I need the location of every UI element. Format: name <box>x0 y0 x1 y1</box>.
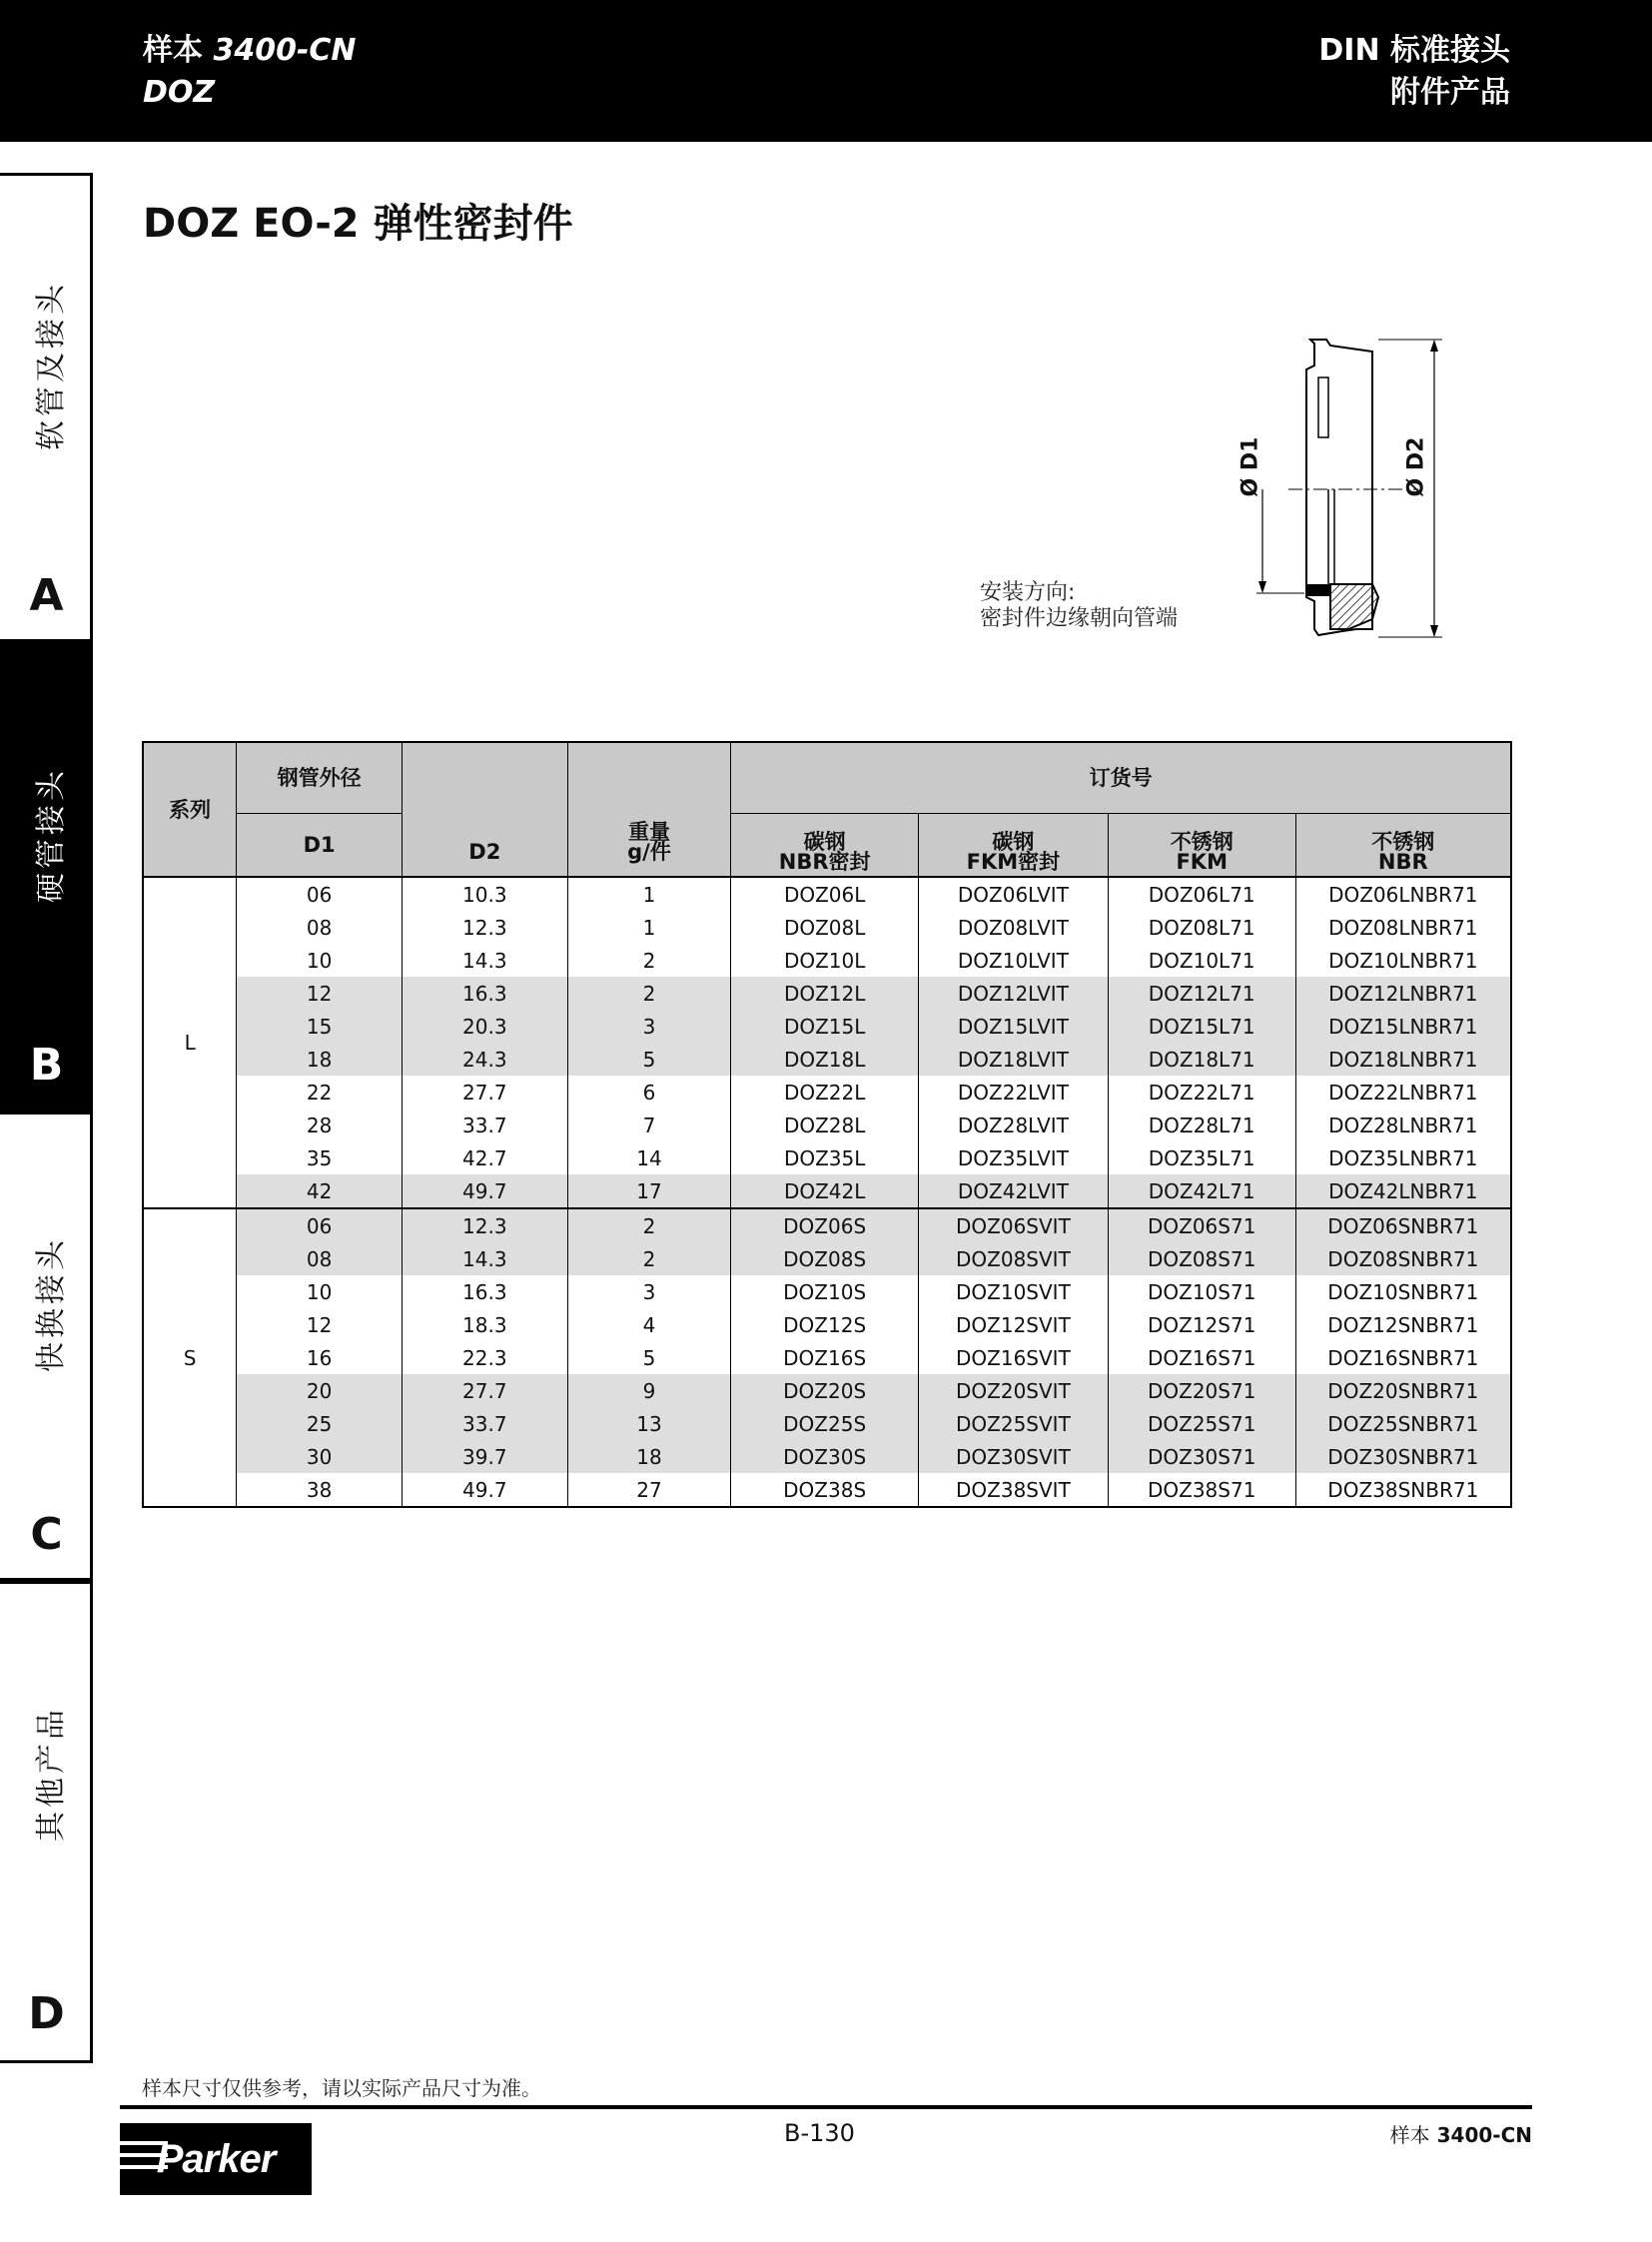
d2-cell: 12.3 <box>402 911 567 944</box>
d1-cell: 08 <box>237 1242 403 1275</box>
ss-nbr-order-cell: DOZ30SNBR71 <box>1295 1440 1511 1473</box>
series-cell: S <box>143 1208 237 1507</box>
d1-label: Ø D1 <box>1238 436 1263 497</box>
d2-cell: 39.7 <box>402 1440 567 1473</box>
ss-nbr-order-cell: DOZ28LNBR71 <box>1295 1109 1511 1141</box>
weight-cell: 2 <box>567 977 731 1010</box>
cs-fkm-order-cell: DOZ16SVIT <box>919 1341 1109 1374</box>
tab-letter: B <box>29 1040 64 1091</box>
page-title: DOZ EO-2 弹性密封件 <box>143 201 573 247</box>
catalog-label: 样本 <box>143 33 203 68</box>
ss-fkm-order-cell: DOZ38S71 <box>1108 1473 1295 1507</box>
cs-fkm-order-cell: DOZ06SVIT <box>919 1208 1109 1242</box>
table-row <box>143 1076 1511 1109</box>
product-code: DOZ <box>143 75 216 110</box>
d2-cell: 22.3 <box>402 1341 567 1374</box>
tab-label: 硬管接头 <box>34 767 69 903</box>
table-row <box>143 1208 1511 1242</box>
category-line2: 附件产品 <box>1390 75 1510 110</box>
page-header <box>0 0 1652 142</box>
parker-logo <box>120 2123 312 2195</box>
order-number-header: 订货号 <box>731 742 1511 814</box>
cs-nbr-order-cell: DOZ08L <box>731 911 919 944</box>
header-right <box>1318 30 1510 114</box>
cs-fkm-order-cell: DOZ10SVIT <box>919 1275 1109 1308</box>
table-row <box>143 877 1511 911</box>
cs-fkm-order-cell: DOZ35LVIT <box>919 1141 1109 1174</box>
table-row <box>143 1407 1511 1440</box>
cs-fkm-order-cell: DOZ15LVIT <box>919 1010 1109 1043</box>
d1-cell: 28 <box>237 1109 403 1141</box>
footer-rule <box>120 2105 1532 2109</box>
d2-cell: 24.3 <box>402 1043 567 1076</box>
cs-nbr-order-cell: DOZ38S <box>731 1473 919 1507</box>
table-row <box>143 1341 1511 1374</box>
table-row <box>143 1473 1511 1507</box>
d2-cell: 27.7 <box>402 1374 567 1407</box>
ss-nbr-order-cell: DOZ22LNBR71 <box>1295 1076 1511 1109</box>
d2-cell: 33.7 <box>402 1109 567 1141</box>
ss-fkm-order-cell: DOZ16S71 <box>1108 1341 1295 1374</box>
logo-wordmark: Parker <box>156 2137 276 2181</box>
cs-fkm-order-cell: DOZ12SVIT <box>919 1308 1109 1341</box>
tab-label: 软管及接头 <box>34 281 69 450</box>
cs-nbr-order-cell: DOZ30S <box>731 1440 919 1473</box>
d2-cell: 49.7 <box>402 1174 567 1208</box>
table-row <box>143 1141 1511 1174</box>
d2-header: D2 <box>402 742 567 877</box>
weight-cell: 3 <box>567 1275 731 1308</box>
weight-cell: 2 <box>567 944 731 977</box>
ss-nbr-order-cell: DOZ38SNBR71 <box>1295 1473 1511 1507</box>
weight-cell: 4 <box>567 1308 731 1341</box>
ss-fkm-order-cell: DOZ18L71 <box>1108 1043 1295 1076</box>
weight-cell: 27 <box>567 1473 731 1507</box>
tab-tube-fittings[interactable] <box>0 642 93 1112</box>
ss-fkm-order-cell: DOZ15L71 <box>1108 1010 1295 1043</box>
d1-cell: 30 <box>237 1440 403 1473</box>
series-header: 系列 <box>143 742 237 877</box>
tab-label: 快换接头 <box>34 1236 69 1372</box>
cs-nbr-order-cell: DOZ28L <box>731 1109 919 1141</box>
d1-cell: 38 <box>237 1473 403 1507</box>
tab-letter: C <box>30 1509 63 1560</box>
weight-cell: 3 <box>567 1010 731 1043</box>
ss-fkm-order-cell: DOZ06L71 <box>1108 877 1295 911</box>
weight-cell: 7 <box>567 1109 731 1141</box>
ss-fkm-order-cell: DOZ28L71 <box>1108 1109 1295 1141</box>
series-cell: L <box>143 877 237 1208</box>
ss-nbr-order-cell: DOZ15LNBR71 <box>1295 1010 1511 1043</box>
cs-fkm-header <box>919 814 1109 878</box>
ss-fkm-order-cell: DOZ06S71 <box>1108 1208 1295 1242</box>
ss-nbr-header-line2: NBR <box>1377 850 1428 874</box>
cs-fkm-order-cell: DOZ22LVIT <box>919 1076 1109 1109</box>
weight-cell: 17 <box>567 1174 731 1208</box>
ss-fkm-order-cell: DOZ10S71 <box>1108 1275 1295 1308</box>
tab-other-products[interactable] <box>0 1581 93 2063</box>
d2-cell: 49.7 <box>402 1473 567 1507</box>
d2-cell: 33.7 <box>402 1407 567 1440</box>
ss-nbr-order-cell: DOZ20SNBR71 <box>1295 1374 1511 1407</box>
cs-nbr-header-line2: NBR密封 <box>778 850 871 874</box>
ss-fkm-order-cell: DOZ08S71 <box>1108 1242 1295 1275</box>
cs-fkm-order-cell: DOZ38SVIT <box>919 1473 1109 1507</box>
table-row <box>143 1440 1511 1473</box>
weight-header-line1: 重量 <box>627 820 670 844</box>
d1-cell: 35 <box>237 1141 403 1174</box>
ss-nbr-order-cell: DOZ10SNBR71 <box>1295 1275 1511 1308</box>
ss-fkm-order-cell: DOZ20S71 <box>1108 1374 1295 1407</box>
d1-cell: 20 <box>237 1374 403 1407</box>
cs-nbr-order-cell: DOZ10S <box>731 1275 919 1308</box>
d2-cell: 12.3 <box>402 1208 567 1242</box>
series-s-group <box>143 1208 1511 1507</box>
ss-nbr-order-cell: DOZ06LNBR71 <box>1295 877 1511 911</box>
footer-catalog-label: 样本 <box>1389 2123 1430 2147</box>
cs-fkm-order-cell: DOZ08LVIT <box>919 911 1109 944</box>
cs-nbr-order-cell: DOZ16S <box>731 1341 919 1374</box>
ss-nbr-order-cell: DOZ18LNBR71 <box>1295 1043 1511 1076</box>
weight-cell: 1 <box>567 877 731 911</box>
install-note-line2: 密封件边缘朝向管端 <box>980 606 1179 631</box>
table-head <box>143 742 1511 877</box>
cs-fkm-order-cell: DOZ18LVIT <box>919 1043 1109 1076</box>
cs-fkm-header-line2: FKM密封 <box>966 850 1061 874</box>
cs-nbr-order-cell: DOZ18L <box>731 1043 919 1076</box>
d2-cell: 27.7 <box>402 1076 567 1109</box>
ss-nbr-order-cell: DOZ06SNBR71 <box>1295 1208 1511 1242</box>
table-row <box>143 944 1511 977</box>
cs-fkm-order-cell: DOZ28LVIT <box>919 1109 1109 1141</box>
footer-catalog <box>1390 2119 1532 2148</box>
cs-fkm-order-cell: DOZ42LVIT <box>919 1174 1109 1208</box>
d1-cell: 10 <box>237 944 403 977</box>
d1-cell: 42 <box>237 1174 403 1208</box>
d1-cell: 06 <box>237 1208 403 1242</box>
weight-cell: 5 <box>567 1341 731 1374</box>
d1-cell: 15 <box>237 1010 403 1043</box>
table-row <box>143 1308 1511 1341</box>
series-l-group <box>143 877 1511 1208</box>
ss-fkm-header-line1: 不锈钢 <box>1170 830 1234 854</box>
ss-nbr-order-cell: DOZ35LNBR71 <box>1295 1141 1511 1174</box>
d1-cell: 16 <box>237 1341 403 1374</box>
cs-fkm-order-cell: DOZ06LVIT <box>919 877 1109 911</box>
cs-nbr-order-cell: DOZ12S <box>731 1308 919 1341</box>
d2-cell: 14.3 <box>402 944 567 977</box>
table-row <box>143 1174 1511 1208</box>
cs-nbr-header <box>731 814 919 878</box>
ss-fkm-order-cell: DOZ08L71 <box>1108 911 1295 944</box>
ss-fkm-header-line2: FKM <box>1176 850 1228 874</box>
weight-header-line2: g/件 <box>627 840 671 864</box>
weight-cell: 13 <box>567 1407 731 1440</box>
cs-nbr-order-cell: DOZ15L <box>731 1010 919 1043</box>
install-note <box>980 580 1178 632</box>
table-row <box>143 1043 1511 1076</box>
weight-cell: 2 <box>567 1242 731 1275</box>
ss-fkm-order-cell: DOZ10L71 <box>1108 944 1295 977</box>
d2-cell: 16.3 <box>402 977 567 1010</box>
cs-fkm-order-cell: DOZ08SVIT <box>919 1242 1109 1275</box>
weight-cell: 5 <box>567 1043 731 1076</box>
d1-cell: 10 <box>237 1275 403 1308</box>
cs-nbr-order-cell: DOZ20S <box>731 1374 919 1407</box>
section-tabs <box>0 173 96 2063</box>
weight-header <box>567 742 731 877</box>
tab-letter: D <box>28 1988 65 2039</box>
cs-nbr-order-cell: DOZ25S <box>731 1407 919 1440</box>
ss-nbr-order-cell: DOZ08LNBR71 <box>1295 911 1511 944</box>
table-row <box>143 1010 1511 1043</box>
weight-cell: 14 <box>567 1141 731 1174</box>
cs-fkm-order-cell: DOZ25SVIT <box>919 1407 1109 1440</box>
weight-cell: 9 <box>567 1374 731 1407</box>
install-note-line1: 安装方向: <box>980 580 1076 605</box>
ss-fkm-order-cell: DOZ35L71 <box>1108 1141 1295 1174</box>
cs-nbr-order-cell: DOZ10L <box>731 944 919 977</box>
tab-quick-couplings[interactable] <box>0 1112 93 1581</box>
d2-cell: 10.3 <box>402 877 567 911</box>
d2-cell: 14.3 <box>402 1242 567 1275</box>
cs-nbr-order-cell: DOZ35L <box>731 1141 919 1174</box>
table-row <box>143 1275 1511 1308</box>
cs-fkm-order-cell: DOZ10LVIT <box>919 944 1109 977</box>
d1-cell: 12 <box>237 977 403 1010</box>
cs-fkm-order-cell: DOZ20SVIT <box>919 1374 1109 1407</box>
d2-cell: 42.7 <box>402 1141 567 1174</box>
d2-cell: 20.3 <box>402 1010 567 1043</box>
table-row <box>143 1242 1511 1275</box>
d1-cell: 22 <box>237 1076 403 1109</box>
d1-cell: 18 <box>237 1043 403 1076</box>
tab-letter: A <box>29 570 64 621</box>
weight-cell: 1 <box>567 911 731 944</box>
cs-fkm-header-line1: 碳钢 <box>992 830 1035 854</box>
cs-nbr-order-cell: DOZ12L <box>731 977 919 1010</box>
d1-cell: 12 <box>237 1308 403 1341</box>
ss-nbr-order-cell: DOZ16SNBR71 <box>1295 1341 1511 1374</box>
d1-header: D1 <box>237 814 403 878</box>
tube-od-header: 钢管外径 <box>237 742 403 814</box>
ss-fkm-order-cell: DOZ22L71 <box>1108 1076 1295 1109</box>
ss-fkm-header <box>1108 814 1295 878</box>
d1-cell: 08 <box>237 911 403 944</box>
d2-label: Ø D2 <box>1403 436 1429 497</box>
d2-cell: 18.3 <box>402 1308 567 1341</box>
ss-nbr-order-cell: DOZ08SNBR71 <box>1295 1242 1511 1275</box>
ss-nbr-order-cell: DOZ25SNBR71 <box>1295 1407 1511 1440</box>
header-left <box>143 30 357 114</box>
ss-fkm-order-cell: DOZ30S71 <box>1108 1440 1295 1473</box>
disclaimer: 样本尺寸仅供参考，请以实际产品尺寸为准。 <box>142 2076 541 2100</box>
ss-fkm-order-cell: DOZ12L71 <box>1108 977 1295 1010</box>
category-line1: DIN 标准接头 <box>1318 33 1510 68</box>
cs-fkm-order-cell: DOZ12LVIT <box>919 977 1109 1010</box>
ss-fkm-order-cell: DOZ12S71 <box>1108 1308 1295 1341</box>
cs-nbr-order-cell: DOZ06L <box>731 877 919 911</box>
ss-nbr-order-cell: DOZ10LNBR71 <box>1295 944 1511 977</box>
page-number: B-130 <box>784 2119 855 2147</box>
ss-nbr-header <box>1295 814 1511 878</box>
cs-fkm-order-cell: DOZ30SVIT <box>919 1440 1109 1473</box>
cs-nbr-order-cell: DOZ22L <box>731 1076 919 1109</box>
footer-catalog-number: 3400-CN <box>1436 2123 1532 2147</box>
ss-nbr-header-line1: 不锈钢 <box>1371 830 1435 854</box>
d2-cell: 16.3 <box>402 1275 567 1308</box>
ss-fkm-order-cell: DOZ42L71 <box>1108 1174 1295 1208</box>
catalog-number: 3400-CN <box>213 33 357 68</box>
d1-cell: 25 <box>237 1407 403 1440</box>
ss-nbr-order-cell: DOZ42LNBR71 <box>1295 1174 1511 1208</box>
table-row <box>143 1109 1511 1141</box>
tab-hoses[interactable] <box>0 173 93 642</box>
tab-label: 其他产品 <box>34 1706 69 1842</box>
table-row <box>143 911 1511 944</box>
table-row <box>143 1374 1511 1407</box>
weight-cell: 6 <box>567 1076 731 1109</box>
cs-nbr-header-line1: 碳钢 <box>803 830 846 854</box>
weight-cell: 2 <box>567 1208 731 1242</box>
ss-nbr-order-cell: DOZ12LNBR71 <box>1295 977 1511 1010</box>
ss-nbr-order-cell: DOZ12SNBR71 <box>1295 1308 1511 1341</box>
table-row <box>143 977 1511 1010</box>
d1-cell: 06 <box>237 877 403 911</box>
cs-nbr-order-cell: DOZ42L <box>731 1174 919 1208</box>
seal-drawing <box>1239 330 1458 649</box>
spec-table <box>142 741 1512 1508</box>
ss-fkm-order-cell: DOZ25S71 <box>1108 1407 1295 1440</box>
cs-nbr-order-cell: DOZ06S <box>731 1208 919 1242</box>
cs-nbr-order-cell: DOZ08S <box>731 1242 919 1275</box>
weight-cell: 18 <box>567 1440 731 1473</box>
